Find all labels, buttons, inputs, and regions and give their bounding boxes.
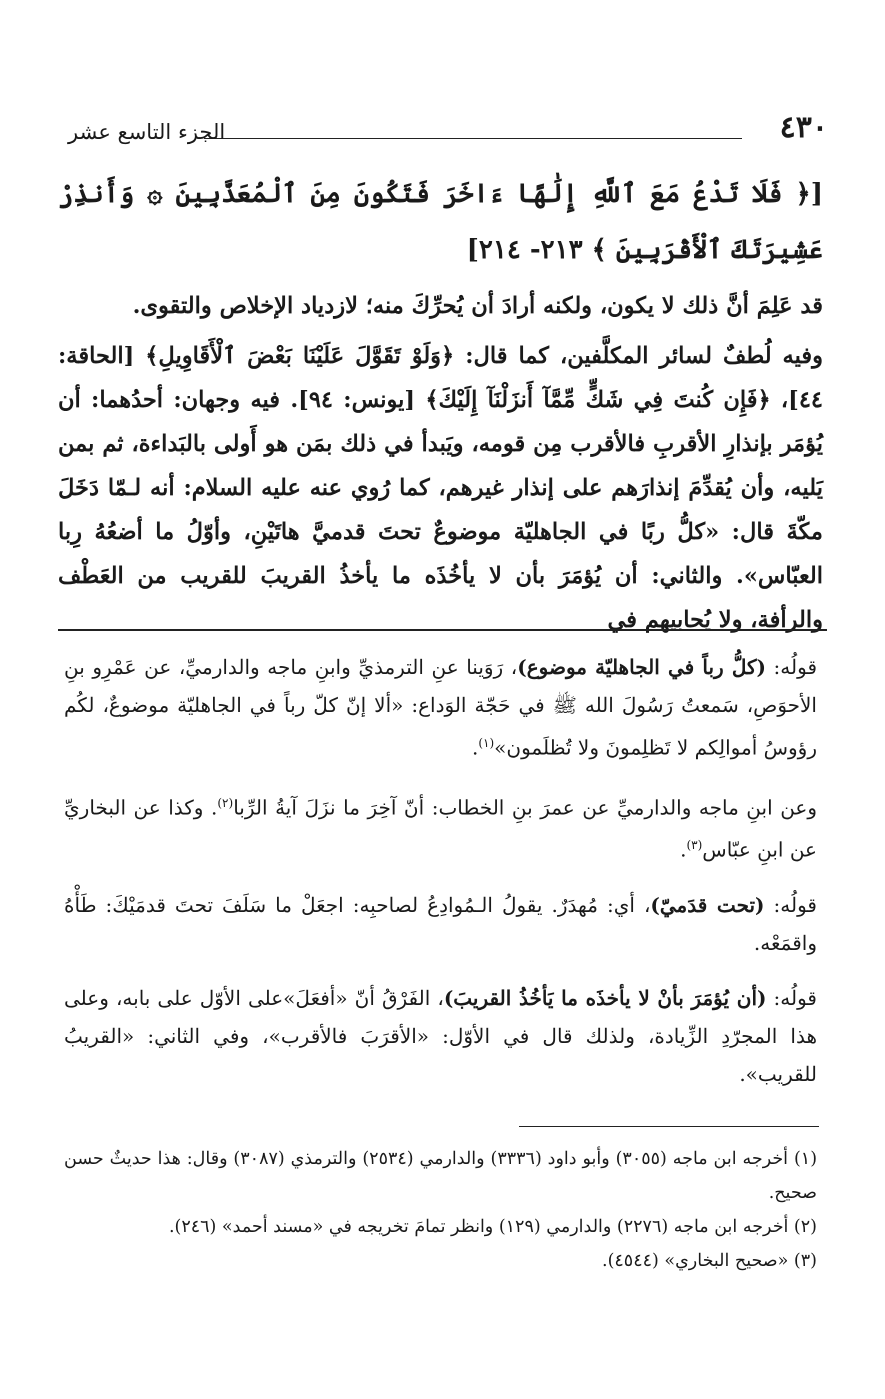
footnote-ref[interactable]: (٣) (686, 838, 703, 853)
section-divider (58, 629, 827, 631)
page-header (68, 108, 828, 158)
commentary-text: . (471, 735, 479, 760)
commentary-paragraph-1 (64, 648, 817, 767)
main-text-segment: للقريب من العَطْف والرأفة، ولا يُحابيهم في (58, 563, 823, 633)
commentary-paragraph-2 (64, 784, 817, 869)
hadith-quote: «كلُّ ربًا في الجاهليّة موضوعٌ تحتَ قدميَّ (312, 519, 720, 545)
footnotes (64, 1142, 817, 1278)
main-paragraph-1: قد عَلِمَ أنَّ ذلك لا يكون، ولكنه أرادَ أن يُحرِّكَ منه؛ لازدياد الإخلاص والتقوى. (132, 293, 823, 319)
commentary-text: وعن ابنِ ماجه والدارميِّ عن عمرَ بنِ الخطاب: أنّ آخِرَ ما نزَلَ آيةُ الرِّبا (233, 795, 818, 820)
commentary-lemma: (أن يُؤمَرَ بأنْ لا يأخذَه ما يَأخُذُ القريبَ) (443, 985, 767, 1010)
commentary-text: ، الفَرْقُ أنّ «أفعَلَ»على الأوّل على بابه، وعلى هذا المجرّدِ الزِّيادة، ولذلك قال في الأوّل: «الأقرَبَ فالأقرب»، وفي الثاني: «القريبُ للقريب». (64, 985, 817, 1086)
quran-verse: [﴿ فَلَا تَدْعُ مَعَ ٱللَّهِ إِلَٰهًا ءَاخَرَ فَتَكُونَ مِنَ ٱلْمُعَذَّبِينَ ۞ وَأَنذِرْ عَشِيرَتَكَ ٱلْأَقْرَبِينَ ﴾ ٢١٣- ٢١٤] (58, 179, 823, 265)
main-text (58, 284, 823, 648)
footnote-divider (519, 1126, 819, 1127)
main-text-segment: هاتَيْنِ، وأوّلُ ما أضعُهُ رِبا العبّاس». والثاني: (58, 519, 823, 589)
commentary-text: . وكذا عن البخاريِّ عن ابنِ عبّاس (64, 795, 817, 862)
main-text-segment: وفيه لُطفٌ لسائر المكلَّفين، كما قال: ﴿وَلَوْ تَقَوَّلَ عَلَيْنَا بَعْضَ ٱلْأَقَاوِيلِ﴾ [الحاقة: ٤٤]، ﴿فَإِن كُنتَ فِي شَكٍّ مِّمَّآ أَنزَلْنَآ إِلَيْكَ﴾ [يونس: ٩٤]. فيه وجهان: أحدُهما: أن يُؤمَر بإنذارِ الأقربِ فالأقرب مِن قومه، ويَبدأ في ذلك بمَن هو أَولى بالبَداءة، ثم بمن يَليه، وأن يُقدِّمَ إنذارَهم على إنذار غيرهم، كما رُوي عنه عليه السلام: أنه لـمّا دَخَلَ مكّةَ قال: (58, 343, 823, 545)
footnote-ref[interactable]: (٢) (217, 795, 234, 810)
commentary-lead: قولُه: (764, 892, 817, 917)
footnote-ref[interactable]: (١) (478, 736, 495, 750)
commentary (64, 648, 817, 1110)
commentary-lead: قولُه: (765, 655, 818, 679)
commentary-paragraph-3 (64, 886, 817, 962)
commentary-text: ، أي: مُهدَرٌ. يقولُ الـمُوادِعُ لصاحبِه: اجعَلْ ما سَلَفَ تحتَ قدمَيْكَ: طَأْهُ واقمَعْه. (64, 892, 817, 955)
main-paragraph-2 (58, 334, 823, 642)
footnote-3: (٣) «صحيح البخاري» (٤٥٤٤). (602, 1251, 817, 1271)
commentary-text: ، رَوَينا عنِ الترمذيِّ وابنِ ماجه والدارميِّ، عن عَمْرِو بنِ الأحوَصِ، سَمعتُ رَسُولَ الله ﷺ في حَجّة الوَداع: «ألا إنّ كلّ رباً في الجاهليّة موضوعٌ، لكُم رؤوسُ أموالِكم لا تَظلِمونَ ولا تُظلَمون» (64, 655, 817, 760)
key-phrase: أن يُؤمَرَ بأن لا يأخُذَه ما يأخذُ القريبَ (260, 563, 638, 589)
commentary-lemma: (تحت قدَميّ) (650, 892, 765, 917)
footnote-2: (٢) أخرجه ابن ماجه (٢٢٧٦) والدارمي (١٢٩) وانظر تمامَ تخريجه في «مسند أحمد» (٢٤٦). (168, 1217, 817, 1237)
commentary-lemma: (كلُّ رباً في الجاهليّة موضوع) (517, 655, 766, 679)
running-title: الجزء التاسع عشر (68, 120, 226, 144)
commentary-text: . (680, 837, 687, 862)
header-rule (204, 138, 742, 139)
commentary-paragraph-4 (64, 979, 817, 1093)
footnote-1: (١) أخرجه ابن ماجه (٣٠٥٥) وأبو داود (٣٣٣٦) والدارمي (٢٥٣٤) والترمذي (٣٠٨٧) وقال: هذا حديثٌ حسن صحيح. (64, 1149, 818, 1203)
page-number: ٤٣٠ (779, 110, 828, 145)
commentary-lead: قولُه: (766, 985, 817, 1010)
